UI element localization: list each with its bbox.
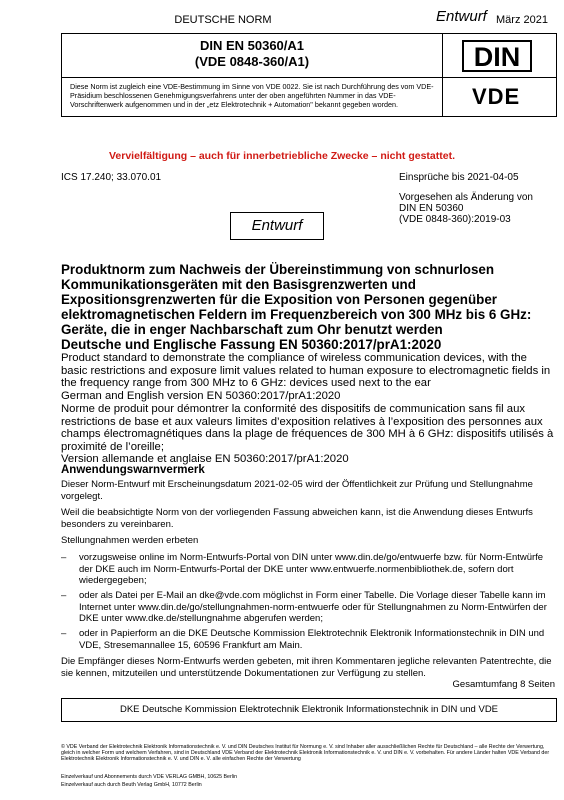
title-english-version: German and English version EN 50360:2017/prA1:2020 — [61, 389, 341, 402]
title-german-text: Produktnorm zum Nachweis der Übereinstimmung von schnurlosen Kommunikationsgeräten mit den Basisgrenzwerten und Expositionsgrenzwerten für die Exposition von Personen gegenüber elektromagnetischen Feldern im Frequenzbereich von 300 MHz bis 6 GHz: Geräte, die in enger Nachbarschaft zum Ohr benutzt werden — [61, 262, 532, 337]
application-warning-heading: Anwendungswarnvermerk — [61, 464, 205, 476]
sales-info: Einzelverkauf auch durch Beuth Verlag GmbH, 10772 Berlin — [61, 782, 202, 788]
document-number: DIN EN 50360/A1 — [199, 38, 305, 53]
copy-warning: Vervielfältigung – auch für innerbetriebliche Zwecke – nicht gestattet. — [108, 150, 455, 162]
committee-name: DKE Deutsche Kommission Elektrotechnik Elektronik Informationstechnik in DIN und VDE — [119, 704, 499, 715]
list-dash: – — [61, 552, 67, 563]
list-dash: – — [61, 590, 67, 601]
divider — [62, 77, 442, 78]
application-warning-paragraph: Stellungnahmen werden erbeten — [61, 535, 199, 546]
vde-number: (VDE 0848-360/A1) — [194, 54, 310, 69]
title-french-text: Norme de produit pour démontrer la conformité des dispositifs de communication sans fil aux restrictions de base et aux valeurs limites d’exposition relatives à l’exposition des personnes aux champs électromagnétiques dans la plage de fréquences de 300 MH à 6 GHz: dispositifs utilisés à proximité de l’oreille; — [61, 403, 554, 453]
title-french-version: Version allemande et anglaise EN 50360:2017/prA1:2020 — [61, 453, 349, 465]
vde-note: Diese Norm ist zugleich eine VDE-Bestimmung im Sinne von VDE 0022. Sie ist nach Durchführung des vom VDE-Präsidium beschlossenen Genehmigungsverfahrens unter der oben angeführten Nummer in das VDE-Vorschriftenwerk aufgenommen und in der „etz Elektrotechnik + Automation" bekannt gegeben worden. — [70, 82, 434, 109]
list-item-text: oder in Papierform an die DKE Deutsche Kommission Elektrotechnik Elektronik Informationstechnik in DIN und VDE, Stresemannallee 15, 60596 Frankfurt am Main. — [79, 628, 545, 651]
document-number-block — [62, 38, 442, 70]
intended-amendment — [399, 192, 559, 225]
application-warning-paragraph: Weil die beabsichtigte Norm von der vorliegenden Fassung abweichen kann, ist die Anwendung dieses Entwurfs besonders zu vereinbaren. — [61, 507, 533, 530]
din-logo — [462, 40, 532, 72]
title-english-text: Product standard to demonstrate the compliance of wireless communication devices, with the basic restrictions and exposure limit values related to human exposure to electromagnetic fields in the frequency range from 300 MHz to 6 GHz: devices used next to the ear — [61, 352, 551, 389]
list-item — [61, 628, 555, 651]
title-english — [61, 352, 555, 402]
intended-amendment-line: (VDE 0848-360):2019-03 — [399, 214, 511, 225]
list-item — [61, 590, 555, 625]
copyright-notice: © VDE Verband der Elektrotechnik Elektronik Informationstechnik e. V. und DIN Deutsches Institut für Normung e. V. sind Inhaber aller ausschließlichen Rechte für Deutschland – alle Rechte der Verwertung, gleich in welcher Form und welchem Verfahren, sind in Deutschland VDE Verband der Elektrotechnik Elektronik Informationstechnik e. V. und DIN e. V. vorbehalten. Für andere Länder halten VDE Verband der Elektrotechnik Elektronik Informationstechnik e. V. und DIN e. V. alle einfachen Rechte der Verwertung — [61, 744, 550, 763]
objection-deadline: Einsprüche bis 2021-04-05 — [399, 172, 519, 183]
document-header-box — [61, 33, 557, 117]
status-label: Entwurf — [436, 8, 487, 25]
list-item-text: oder als Datei per E-Mail an dke@vde.com möglichst in Form einer Tabelle. Die Vorlage dieser Tabelle kann im Internet unter www.din.de/go/stellungnahmen-norm-entwuerfe oder für Stellungnahmen zu Norm-Entwürfen der DKE unter www.dke.de/stellungnahme abgerufen werden; — [79, 590, 547, 624]
list-item — [61, 552, 555, 587]
vde-logo: VDE — [472, 84, 521, 109]
din-logo-text: DIN — [473, 42, 521, 72]
sales-info: Einzelverkauf und Abonnements durch VDE VERLAG GMBH, 10625 Berlin — [61, 774, 238, 780]
draft-stamp: Entwurf — [230, 212, 324, 240]
page-count: Gesamtumfang 8 Seiten — [452, 679, 555, 690]
application-warning-paragraph: Die Empfänger dieses Norm-Entwurfs werden gebeten, mit ihren Kommentaren jegliche relevanten Patentrechte, die sie kennen, mitzuteilen und unterstützende Dokumentationen zur Verfügung zu stellen. — [61, 656, 552, 679]
title-french — [61, 403, 555, 466]
norm-type-label: DEUTSCHE NORM — [174, 14, 272, 26]
list-dash: – — [61, 628, 67, 639]
list-item-text: vorzugsweise online im Norm-Entwurfs-Portal von DIN unter www.din.de/go/entwuerfe bzw. für Norm-Entwürfe der DKE auch im Norm-Entwurfs-Portal der DKE unter www.entwuerfe.normenbibliothek.de, sofern dort wiedergegeben; — [79, 552, 544, 586]
title-german — [61, 262, 555, 352]
title-german-version: Deutsche und Englische Fassung EN 50360:2017/prA1:2020 — [61, 337, 442, 352]
intended-amendment-line: Vorgesehen als Änderung von — [399, 192, 533, 203]
committee-box — [61, 698, 557, 722]
ics-code: ICS 17.240; 33.070.01 — [61, 172, 162, 183]
application-warning-paragraph: Dieser Norm-Entwurf mit Erscheinungsdatum 2021-02-05 wird der Öffentlichkeit zur Prüfung und Stellungnahme vorgelegt. — [61, 479, 533, 502]
issue-date: März 2021 — [496, 14, 548, 26]
divider — [442, 77, 556, 78]
intended-amendment-line: DIN EN 50360 — [399, 203, 464, 214]
divider — [442, 34, 443, 116]
